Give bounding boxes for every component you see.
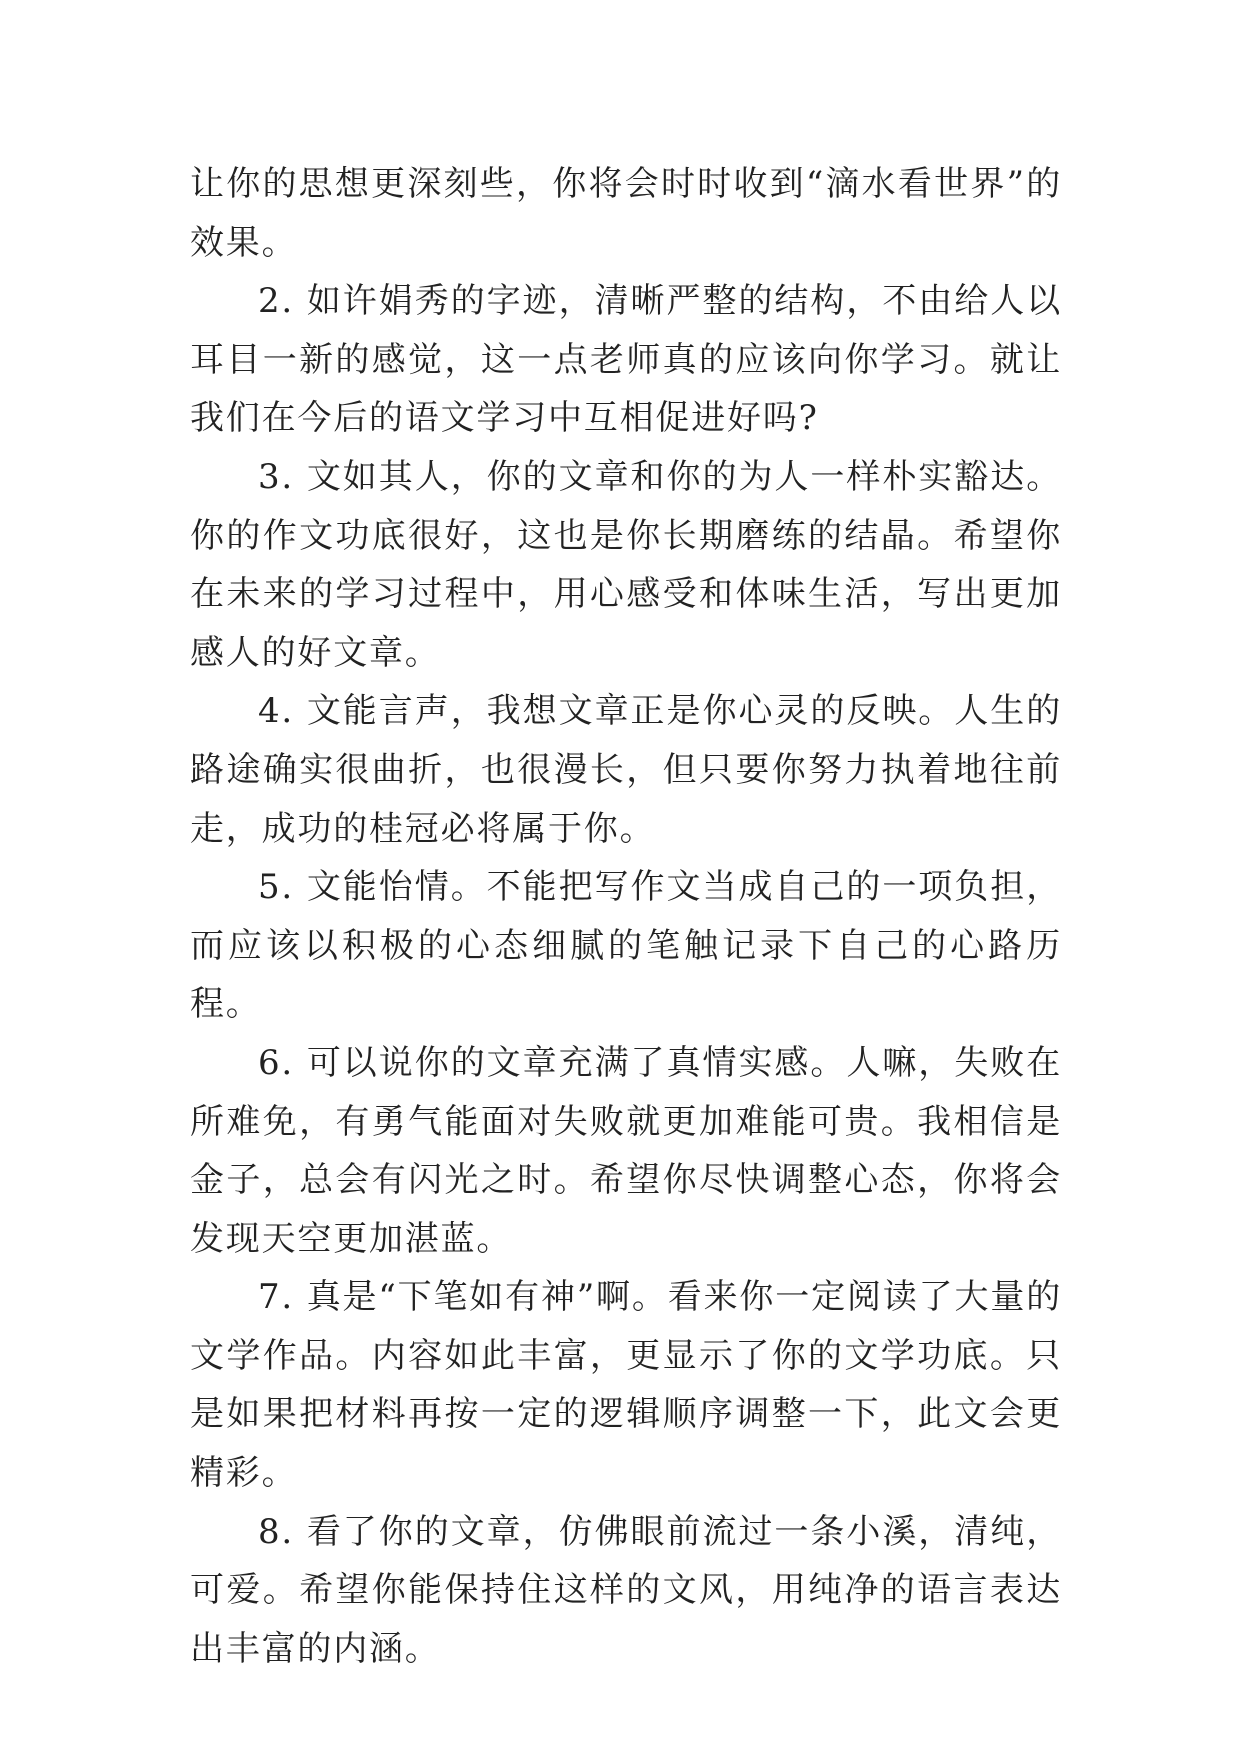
paragraph-8: 8. 看了你的文章，仿佛眼前流过一条小溪，清纯，可爱。希望你能保持住这样的文风，用纯净的语言表达出丰富的内涵。 (190, 1511, 1062, 1669)
paragraph-3: 3. 文如其人，你的文章和你的为人一样朴实豁达。你的作文功底很好，这也是你长期磨练的结晶。希望你在未来的学习过程中，用心感受和体味生活，写出更加感人的好文章。 (190, 456, 1062, 673)
paragraph-6: 6. 可以说你的文章充满了真情实感。人嘛，失败在所难免，有勇气能面对失败就更加难能可贵。我相信是金子，总会有闪光之时。希望你尽快调整心态，你将会发现天空更加湛蓝。 (190, 1042, 1062, 1259)
paragraph-4: 4. 文能言声，我想文章正是你心灵的反映。人生的路途确实很曲折，也很漫长，但只要你努力执着地往前走，成功的桂冠必将属于你。 (190, 691, 1062, 849)
paragraph-continuation: 让你的思想更深刻些，你将会时时收到“滴水看世界”的效果。 (190, 164, 1062, 263)
paragraph-2: 2. 如许娟秀的字迹，清晰严整的结构，不由给人以耳目一新的感觉，这一点老师真的应该向你学习。就让我们在今后的语文学习中互相促进好吗? (190, 281, 1062, 439)
paragraph-5: 5. 文能怡情。不能把写作文当成自己的一项负担，而应该以积极的心态细腻的笔触记录下自己的心路历程。 (190, 867, 1062, 1025)
paragraph-7: 7. 真是“下笔如有神”啊。看来你一定阅读了大量的文学作品。内容如此丰富，更显示了你的文学功底。只是如果把材料再按一定的逻辑顺序调整一下，此文会更精彩。 (190, 1277, 1062, 1494)
document-page (190, 155, 1062, 1678)
